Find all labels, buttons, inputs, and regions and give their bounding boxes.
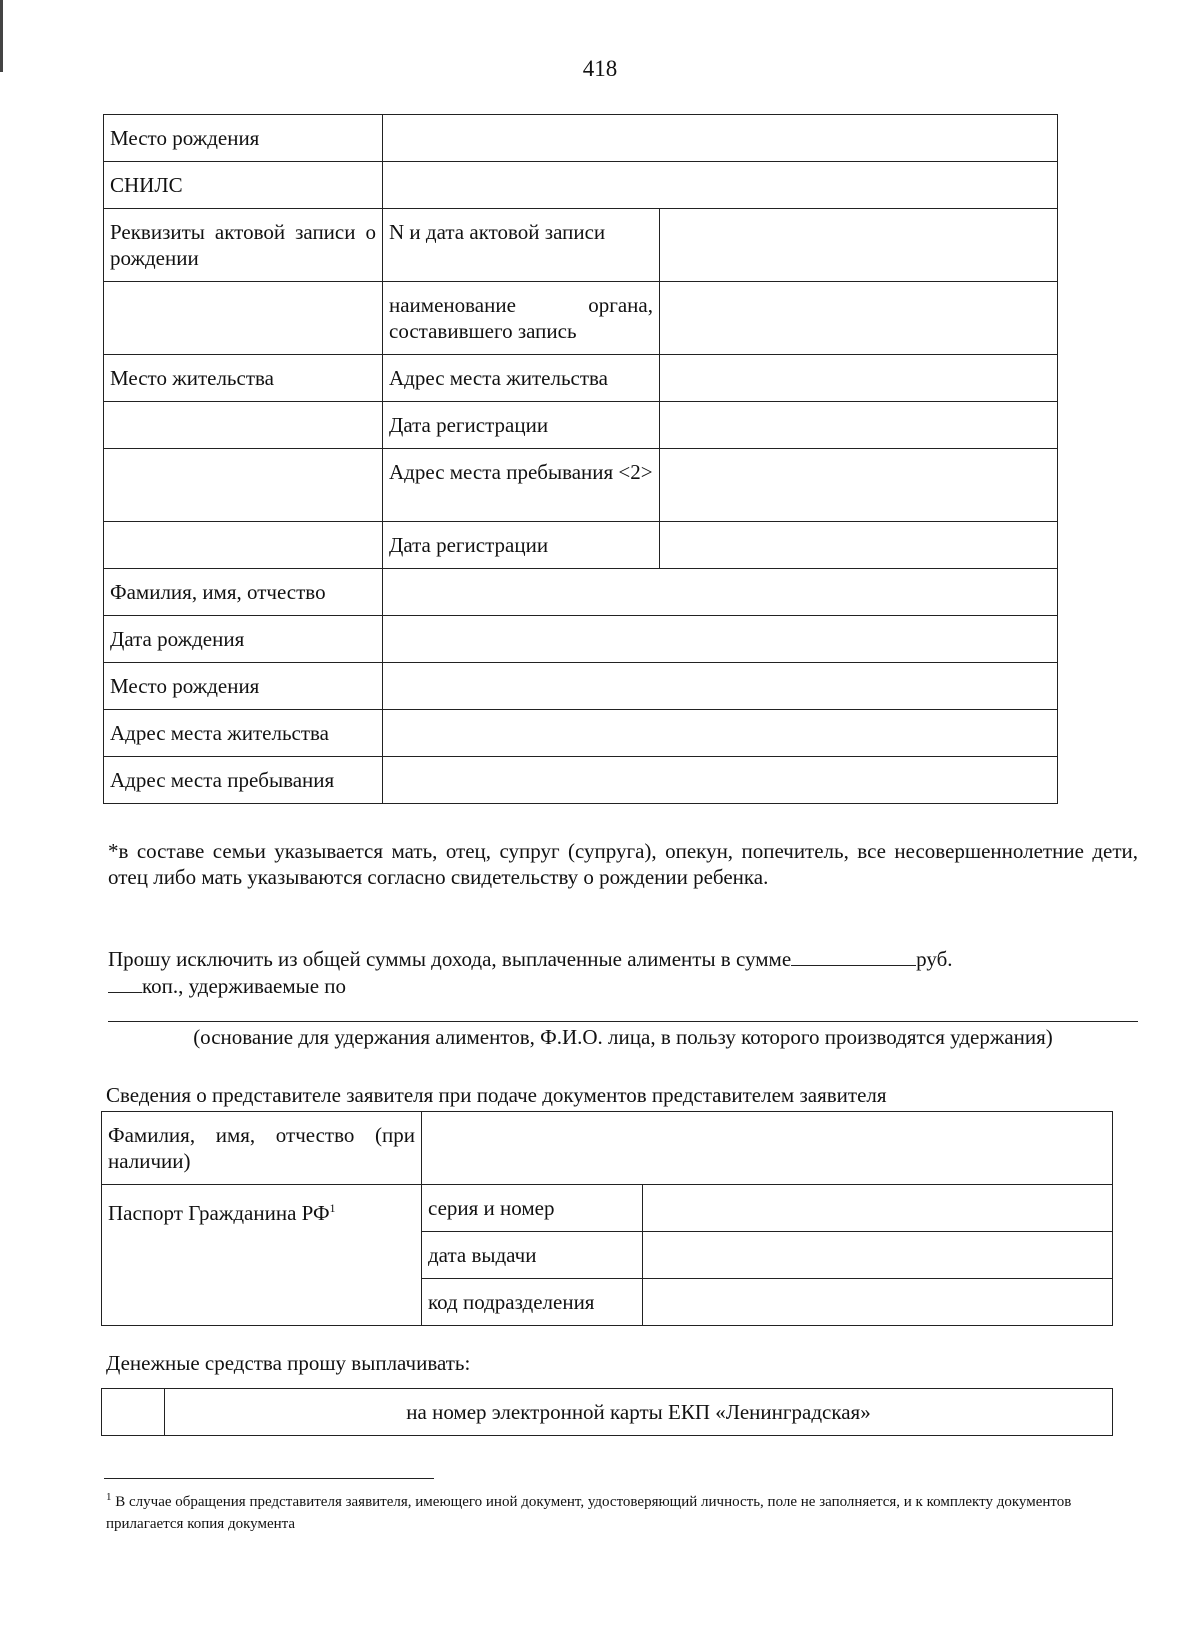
footnote xyxy=(106,1486,1126,1535)
label-cell: Реквизиты актовой записи о рождении xyxy=(104,209,383,282)
table-row xyxy=(104,663,1058,710)
label-cell: Фамилия, имя, отчество (при наличии) xyxy=(102,1112,422,1185)
sublabel-cell: серия и номер xyxy=(422,1185,643,1232)
value-cell[interactable] xyxy=(660,449,1058,522)
value-cell[interactable] xyxy=(643,1185,1113,1232)
representative-table xyxy=(101,1111,1113,1326)
sublabel-cell: наименование органа, составившего запись xyxy=(383,282,660,355)
label-cell: Место жительства xyxy=(104,355,383,402)
payment-checkbox[interactable] xyxy=(102,1389,165,1436)
label-cell xyxy=(104,402,383,449)
value-cell[interactable] xyxy=(383,710,1058,757)
alimony-request-line xyxy=(108,945,1138,972)
alimony-basis-caption: (основание для удержания алиментов, Ф.И.О. лица, в пользу которого производятся удержания) xyxy=(193,1025,1053,1049)
alimony-request-text: Прошу исключить из общей суммы дохода, выплаченные алименты в сумме xyxy=(108,947,792,971)
value-cell[interactable] xyxy=(660,355,1058,402)
table-row xyxy=(104,757,1058,804)
label-cell: Место рождения xyxy=(104,115,383,162)
value-cell[interactable] xyxy=(383,115,1058,162)
table-row xyxy=(104,209,1058,282)
value-cell[interactable] xyxy=(383,616,1058,663)
value-cell[interactable] xyxy=(643,1232,1113,1279)
passport-label: Паспорт Гражданина РФ xyxy=(108,1201,330,1225)
value-cell[interactable] xyxy=(643,1279,1113,1326)
alimony-kop-line xyxy=(108,972,1138,999)
value-cell[interactable] xyxy=(383,663,1058,710)
value-cell[interactable] xyxy=(383,162,1058,209)
alimony-kop-blank[interactable] xyxy=(108,972,142,993)
payment-option-label: на номер электронной карты ЕКП «Ленинградская» xyxy=(165,1389,1113,1436)
sublabel-cell: N и дата актовой записи xyxy=(383,209,660,282)
table-row xyxy=(102,1389,1113,1436)
payment-table xyxy=(101,1388,1113,1436)
table-row xyxy=(104,710,1058,757)
label-cell xyxy=(104,282,383,355)
value-cell[interactable] xyxy=(660,522,1058,569)
label-cell: Адрес места пребывания xyxy=(104,757,383,804)
sublabel-cell: код подразделения xyxy=(422,1279,643,1326)
label-cell xyxy=(104,449,383,522)
table-row xyxy=(104,449,1058,522)
table-row xyxy=(104,616,1058,663)
table-row xyxy=(104,402,1058,449)
value-cell[interactable] xyxy=(383,569,1058,616)
table-row xyxy=(102,1185,1113,1232)
table-row xyxy=(104,282,1058,355)
value-cell[interactable] xyxy=(383,757,1058,804)
table-row xyxy=(104,115,1058,162)
representative-heading: Сведения о представителе заявителя при подаче документов представителем заявителя xyxy=(106,1083,887,1107)
family-composition-note: *в составе семьи указывается мать, отец, супруг (супруга), опекун, попечитель, все несовершеннолетние дети, отец либо мать указываются согласно свидетельству о рождении ребенка. xyxy=(108,839,1138,889)
footnote-ref: 1 xyxy=(329,1201,336,1215)
label-cell: Фамилия, имя, отчество xyxy=(104,569,383,616)
label-cell: Место рождения xyxy=(104,663,383,710)
sublabel-cell: дата выдачи xyxy=(422,1232,643,1279)
label-cell: СНИЛС xyxy=(104,162,383,209)
sublabel-cell: Дата регистрации xyxy=(383,522,660,569)
alimony-rub-blank[interactable] xyxy=(791,945,916,966)
value-cell[interactable] xyxy=(422,1112,1113,1185)
value-cell[interactable] xyxy=(660,209,1058,282)
payment-heading: Денежные средства прошу выплачивать: xyxy=(106,1351,471,1375)
sublabel-cell: Дата регистрации xyxy=(383,402,660,449)
table-row xyxy=(104,162,1058,209)
applicant-info-table xyxy=(103,114,1058,804)
sublabel-cell: Адрес места пребывания <2> xyxy=(383,449,660,522)
label-cell: Адрес места жительства xyxy=(104,710,383,757)
footnote-divider xyxy=(104,1478,434,1479)
alimony-rub-label: руб. xyxy=(916,947,953,971)
table-row xyxy=(104,355,1058,402)
footnote-text: В случае обращения представителя заявителя, имеющего иной документ, удостоверяющий личность, поле не заполняется, и к комплекту документов прилагается копия документа xyxy=(106,1494,1072,1532)
label-cell xyxy=(104,522,383,569)
value-cell[interactable] xyxy=(660,282,1058,355)
alimony-basis-line[interactable] xyxy=(108,1021,1138,1022)
footnote-marker: 1 xyxy=(106,1491,112,1503)
label-cell xyxy=(102,1185,422,1326)
table-row xyxy=(104,569,1058,616)
value-cell[interactable] xyxy=(660,402,1058,449)
sublabel-cell: Адрес места жительства xyxy=(383,355,660,402)
alimony-kop-text: коп., удерживаемые по xyxy=(142,974,347,998)
label-cell: Дата рождения xyxy=(104,616,383,663)
table-row xyxy=(104,522,1058,569)
page-number: 418 xyxy=(582,56,618,81)
table-row xyxy=(102,1112,1113,1185)
